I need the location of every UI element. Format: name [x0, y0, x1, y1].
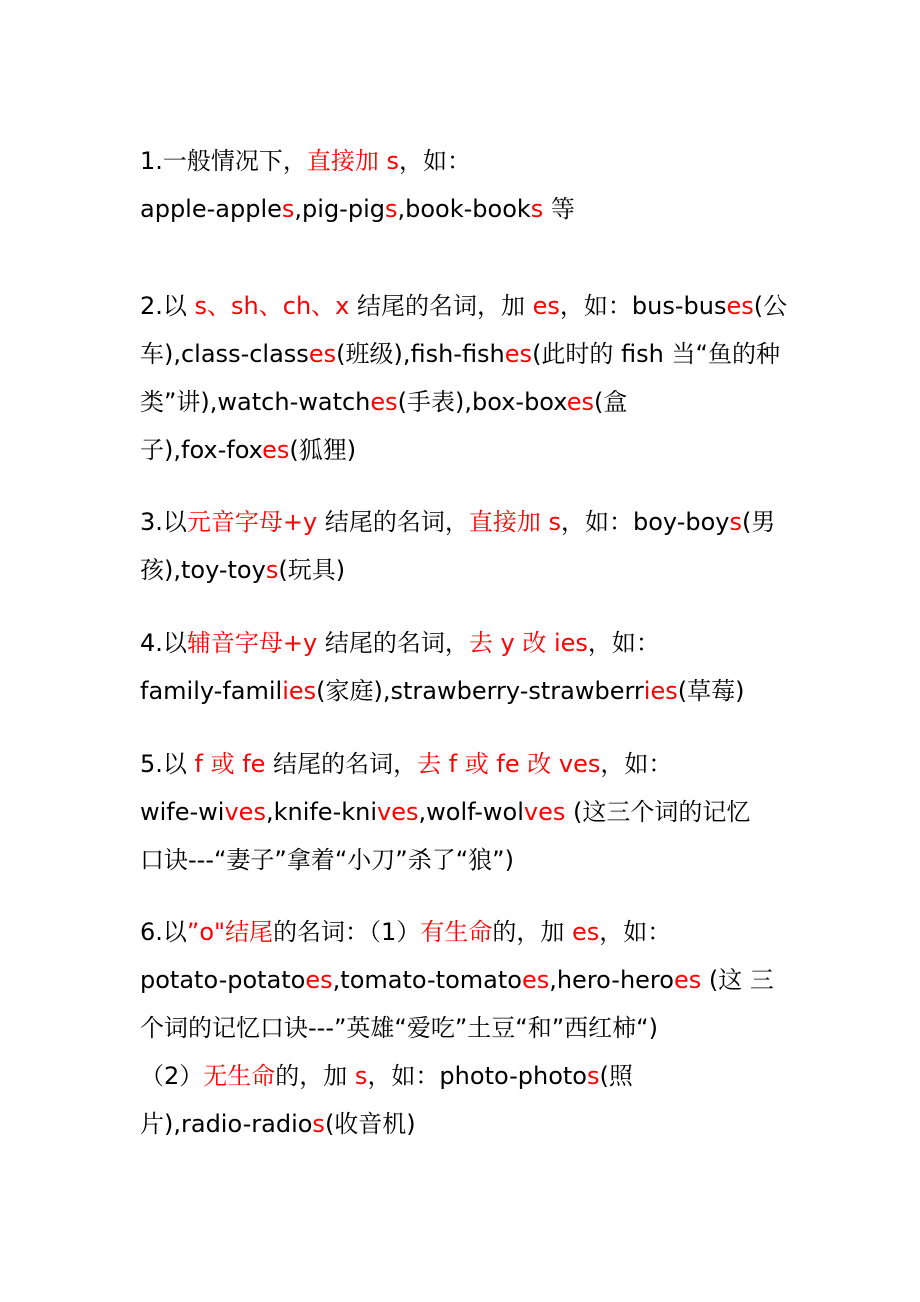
body-text: ，如：: [399, 147, 472, 175]
body-text: 6.以: [140, 918, 187, 946]
body-text: (手表),box-box: [397, 388, 567, 416]
highlight-text: s: [354, 1062, 368, 1090]
body-text: ,hero-hero: [549, 966, 674, 994]
body-text: ,wolf-wol: [418, 798, 524, 826]
body-text: 子),fox-fox: [140, 436, 263, 464]
body-text: (这三个词的记忆: [565, 798, 751, 826]
body-text: ，如：: [599, 918, 672, 946]
text-line: [140, 956, 790, 1004]
text-line: [140, 1100, 790, 1148]
body-text: ，如：photo-photo: [367, 1062, 587, 1090]
highlight-text: s: [265, 556, 279, 584]
body-text: apple-apple: [140, 195, 282, 223]
body-text: 车),class-class: [140, 340, 309, 368]
rule-4: [140, 619, 790, 715]
body-text: ,knife-kni: [265, 798, 378, 826]
text-line: [140, 378, 790, 426]
text-line: [140, 546, 790, 594]
text-line: [140, 788, 790, 836]
body-text: ,book-book: [397, 195, 531, 223]
body-text: 口诀---“妻子”拿着“小刀”杀了“狼”): [140, 846, 514, 874]
highlight-text: 直接加 s: [468, 508, 561, 536]
body-text: 1.一般情况下，: [140, 147, 307, 175]
highlight-text: es: [571, 918, 600, 946]
body-text: (草莓): [677, 677, 745, 705]
rule-3: [140, 498, 790, 594]
text-line: [140, 619, 790, 667]
highlight-text: es: [521, 966, 550, 994]
highlight-text: es: [370, 388, 398, 416]
body-text: ,pig-pig: [294, 195, 385, 223]
highlight-text: ies: [282, 677, 317, 705]
highlight-text: es: [262, 436, 290, 464]
highlight-text: s: [729, 508, 742, 536]
highlight-text: f 或 fe: [194, 750, 266, 778]
body-text: ，如：: [600, 750, 673, 778]
rule-5: [140, 740, 790, 884]
body-text: 2.以: [140, 292, 195, 320]
body-text: (此时的 fish 当“鱼的种: [532, 340, 780, 368]
highlight-text: 去 f 或 fe 改 ves: [417, 750, 601, 778]
body-text: （2）: [140, 1062, 204, 1090]
text-line: [140, 137, 790, 185]
body-text: 的，加: [275, 1062, 355, 1090]
body-text: 3.以: [140, 508, 187, 536]
text-line: [140, 282, 790, 330]
highlight-text: ”o"结尾: [186, 918, 274, 946]
highlight-text: 去 y 改 ies: [468, 629, 588, 657]
text-line: [140, 667, 790, 715]
highlight-text: 无生命: [203, 1062, 276, 1090]
body-text: (男: [742, 508, 776, 536]
body-text: (盒: [594, 388, 628, 416]
body-text: 等: [543, 195, 575, 223]
text-line: [140, 740, 790, 788]
highlight-text: es: [726, 292, 754, 320]
text-line: [140, 498, 790, 546]
body-text: 结尾的名词，: [265, 750, 418, 778]
highlight-text: s: [312, 1110, 325, 1138]
body-text: ，如：: [587, 629, 660, 657]
highlight-text: es: [673, 966, 702, 994]
highlight-text: es: [504, 340, 533, 368]
highlight-text: es: [566, 388, 594, 416]
body-text: ，如：boy-boy: [561, 508, 730, 536]
highlight-text: s、sh、ch、x: [194, 292, 350, 320]
text-line: [140, 426, 790, 474]
body-text: (公: [753, 292, 788, 320]
body-text: family-famil: [140, 677, 283, 705]
body-text: (这 三: [701, 966, 774, 994]
highlight-text: 有生命: [420, 918, 493, 946]
highlight-text: s: [530, 195, 544, 223]
body-text: 结尾的名词，: [317, 508, 469, 536]
body-text: (照: [599, 1062, 633, 1090]
highlight-text: 元音字母+y: [186, 508, 318, 536]
text-line: [140, 330, 790, 378]
highlight-text: es: [308, 340, 337, 368]
rule-1: [140, 137, 790, 233]
highlight-text: es: [305, 966, 333, 994]
highlight-text: 辅音字母+y: [186, 629, 318, 657]
body-text: (玩具): [278, 556, 346, 584]
body-text: (家庭),strawberry-strawberr: [316, 677, 644, 705]
body-text: 4.以: [140, 629, 187, 657]
highlight-text: ves: [377, 798, 419, 826]
body-text: ,tomato-tomato: [332, 966, 522, 994]
text-line: [140, 185, 790, 233]
body-text: 的，加: [492, 918, 572, 946]
rule-6: [140, 908, 790, 1148]
body-text: 的名词：（1）: [273, 918, 421, 946]
text-line: [140, 1052, 790, 1100]
body-text: 结尾的名词，加: [349, 292, 533, 320]
body-text: wife-wi: [140, 798, 225, 826]
body-text: 5.以: [140, 750, 195, 778]
body-text: 结尾的名词，: [317, 629, 469, 657]
highlight-text: ies: [643, 677, 678, 705]
body-text: ，如：bus-bus: [559, 292, 727, 320]
highlight-text: ves: [224, 798, 266, 826]
highlight-text: es: [532, 292, 560, 320]
text-line: [140, 1004, 790, 1052]
highlight-text: ves: [523, 798, 566, 826]
body-text: 孩),toy-toy: [140, 556, 266, 584]
highlight-text: s: [384, 195, 398, 223]
body-text: (班级),fish-fish: [336, 340, 505, 368]
highlight-text: 直接加 s: [306, 147, 400, 175]
highlight-text: s: [587, 1062, 600, 1090]
body-text: (收音机): [324, 1110, 416, 1138]
highlight-text: s: [281, 195, 295, 223]
text-line: [140, 908, 790, 956]
body-text: 个词的记忆口诀---”英雄“爱吃”土豆“和”西红柿“): [140, 1014, 658, 1042]
text-line: [140, 836, 790, 884]
rule-2: [140, 282, 790, 474]
body-text: 类”讲),watch-watch: [140, 388, 371, 416]
body-text: potato-potato: [140, 966, 306, 994]
body-text: (狐狸): [289, 436, 357, 464]
body-text: 片),radio-radio: [140, 1110, 313, 1138]
